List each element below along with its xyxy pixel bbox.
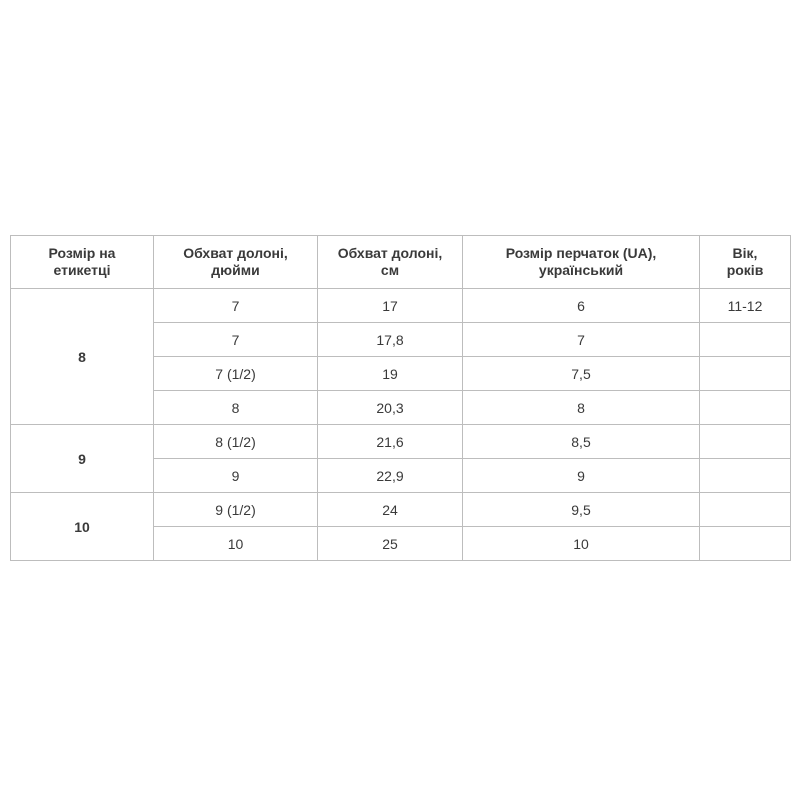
cell-ua: 7 xyxy=(463,323,700,357)
cell-age xyxy=(700,425,791,459)
cell-age xyxy=(700,323,791,357)
cell-age: 11-12 xyxy=(700,289,791,323)
cell-inches: 7 xyxy=(154,289,318,323)
cell-inches: 8 (1/2) xyxy=(154,425,318,459)
cell-cm: 25 xyxy=(318,527,463,561)
cell-age xyxy=(700,391,791,425)
cell-ua: 8 xyxy=(463,391,700,425)
cell-cm: 17,8 xyxy=(318,323,463,357)
header-label-size: Розмір на етикетці xyxy=(11,236,154,289)
table-row xyxy=(11,425,791,459)
header-palm-cm: Обхват долоні, см xyxy=(318,236,463,289)
cell-cm: 20,3 xyxy=(318,391,463,425)
cell-inches: 9 xyxy=(154,459,318,493)
cell-inches: 7 (1/2) xyxy=(154,357,318,391)
cell-cm: 21,6 xyxy=(318,425,463,459)
table-row xyxy=(11,493,791,527)
cell-cm: 17 xyxy=(318,289,463,323)
cell-inches: 7 xyxy=(154,323,318,357)
cell-inches: 10 xyxy=(154,527,318,561)
cell-ua: 10 xyxy=(463,527,700,561)
glove-size-table xyxy=(10,235,791,561)
cell-cm: 22,9 xyxy=(318,459,463,493)
cell-age xyxy=(700,493,791,527)
cell-ua: 6 xyxy=(463,289,700,323)
header-age: Вік, років xyxy=(700,236,791,289)
size-label-cell: 8 xyxy=(11,289,154,425)
cell-inches: 9 (1/2) xyxy=(154,493,318,527)
size-label-cell: 9 xyxy=(11,425,154,493)
cell-ua: 8,5 xyxy=(463,425,700,459)
cell-cm: 24 xyxy=(318,493,463,527)
table-row xyxy=(11,289,791,323)
cell-inches: 8 xyxy=(154,391,318,425)
size-label-cell: 10 xyxy=(11,493,154,561)
cell-age xyxy=(700,459,791,493)
cell-ua: 7,5 xyxy=(463,357,700,391)
cell-ua: 9 xyxy=(463,459,700,493)
cell-age xyxy=(700,527,791,561)
cell-cm: 19 xyxy=(318,357,463,391)
header-ua-size: Розмір перчаток (UA), український xyxy=(463,236,700,289)
cell-age xyxy=(700,357,791,391)
cell-ua: 9,5 xyxy=(463,493,700,527)
table-header-row xyxy=(11,236,791,289)
header-palm-inches: Обхват долоні, дюйми xyxy=(154,236,318,289)
